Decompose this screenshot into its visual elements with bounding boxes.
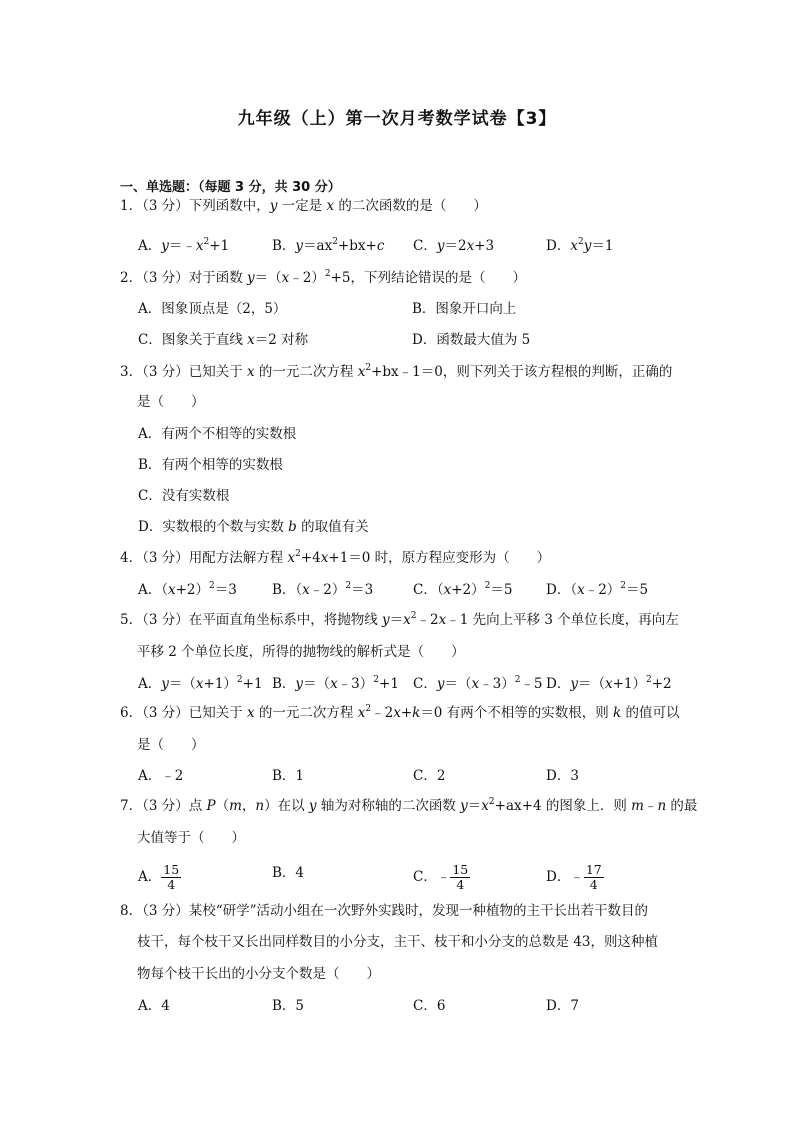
question-stem: 3．（3 分）已知关于 x 的一元二次方程 $x^2+bx﹣1=0$，则下列关于该方程根的判断，正确的 — [120, 363, 673, 380]
answer-option-c: C．没有实数根 — [138, 488, 230, 504]
answer-option-c: C．y＝（x﹣3）$^2$﹣5 — [413, 675, 543, 692]
question-stem: 1．（3 分）下列函数中，y 一定是 x 的二次函数的是（ ） — [120, 198, 487, 214]
answer-option-a: A．$y=﹣x^2+1$ — [138, 237, 230, 254]
answer-option-c: C．图象关于直线 x＝2 对称 — [138, 332, 309, 348]
answer-option-d: D．（x﹣2）$^2$＝5 — [546, 581, 649, 598]
answer-option-d: D．7 — [546, 998, 579, 1014]
answer-option-b: B．$y=ax^2+bx+c$ — [272, 237, 385, 254]
answer-option-c: C．$(x+2)^2=5$ — [413, 581, 513, 598]
question-stem: 8．（3 分）某校“研学”活动小组在一次野外实践时，发现一种植物的主干长出若干数目的 — [120, 903, 649, 919]
answer-option-a: A．﹣2 — [138, 768, 184, 784]
section-heading: 一、单选题：（每题 3 分，共 30 分） — [120, 180, 341, 195]
answer-option-b: B．5 — [272, 998, 305, 1014]
page-title: 九年级（上）第一次月考数学试卷【3】 — [237, 109, 557, 129]
question-stem: 5．（3 分）在平面直角坐标系中，将抛物线 $y=x^2﹣2x﹣1$ 先向上平移 3 个单位长度，再向左 — [120, 611, 679, 628]
answer-option-b: B．有两个相等的实数根 — [138, 457, 283, 473]
answer-option-d: D．﹣ $\frac{17}{4}$ — [546, 862, 602, 892]
answer-option-d: D．实数根的个数与实数 b 的取值有关 — [138, 519, 369, 535]
answer-option-a: A．图象顶点是（2，5） — [138, 301, 287, 317]
answer-option-d: D．3 — [546, 768, 579, 784]
answer-option-b: B．（x﹣2）$^2$＝3 — [272, 581, 374, 598]
answer-option-a: A．$(x+2)^2=3$ — [138, 581, 237, 598]
answer-option-a: A． $\frac{15}{4}$ — [138, 862, 180, 892]
question-stem: 4．（3 分）用配方法解方程 $x^2+4x+1=0$ 时，原方程应变形为（ ） — [120, 549, 551, 566]
question-stem: 6．（3 分）已知关于 x 的一元二次方程 $x^2﹣2x+k=0$ 有两个不相等的实数根，则 k 的值可以 — [120, 704, 680, 721]
answer-option-a: A．$y=(x+1)^2+1$ — [138, 675, 263, 692]
question-stem-continued: 大值等于（ ） — [137, 830, 245, 846]
answer-option-b: B．图象开口向上 — [412, 301, 517, 317]
question-stem-continued: 是（ ） — [137, 737, 205, 753]
question-stem-continued: 枝干，每个枝干又长出同样数目的小分支，主干、枝干和小分支的总数是 43，则这种植 — [137, 934, 658, 950]
answer-option-d: D．函数最大值为 5 — [412, 332, 531, 348]
answer-option-c: C．2 — [413, 768, 446, 784]
answer-option-c: C．6 — [413, 998, 446, 1014]
question-stem-continued: 平移 2 个单位长度，所得的抛物线的解析式是（ ） — [137, 644, 465, 660]
answer-option-d: D．$x^2y=1$ — [546, 237, 614, 254]
answer-option-b: B．1 — [272, 768, 305, 784]
question-stem: 7．（3 分）点 P（m，n）在以 y 轴为对称轴的二次函数 $y=x^2+ax+4$ 的图象上．则 m﹣n 的最 — [120, 797, 698, 814]
answer-option-c: C．﹣ $\frac{15}{4}$ — [413, 862, 469, 892]
answer-option-d: D．$y=(x+1)^2+2$ — [546, 675, 672, 692]
question-stem: 2．（3 分）对于函数 y＝（x﹣2）$^2$+5，下列结论错误的是（ ） — [120, 269, 527, 286]
question-stem-continued: 是（ ） — [137, 394, 205, 410]
answer-option-a: A．4 — [138, 998, 170, 1014]
answer-option-b: B．4 — [272, 865, 305, 881]
question-stem-continued: 物每个枝干长出的小分支个数是（ ） — [137, 966, 380, 982]
answer-option-b: B．y＝（x﹣3）$^2$+1 — [272, 675, 399, 692]
answer-option-c: C．y＝2x+3 — [413, 238, 495, 254]
answer-option-a: A．有两个不相等的实数根 — [138, 426, 297, 442]
